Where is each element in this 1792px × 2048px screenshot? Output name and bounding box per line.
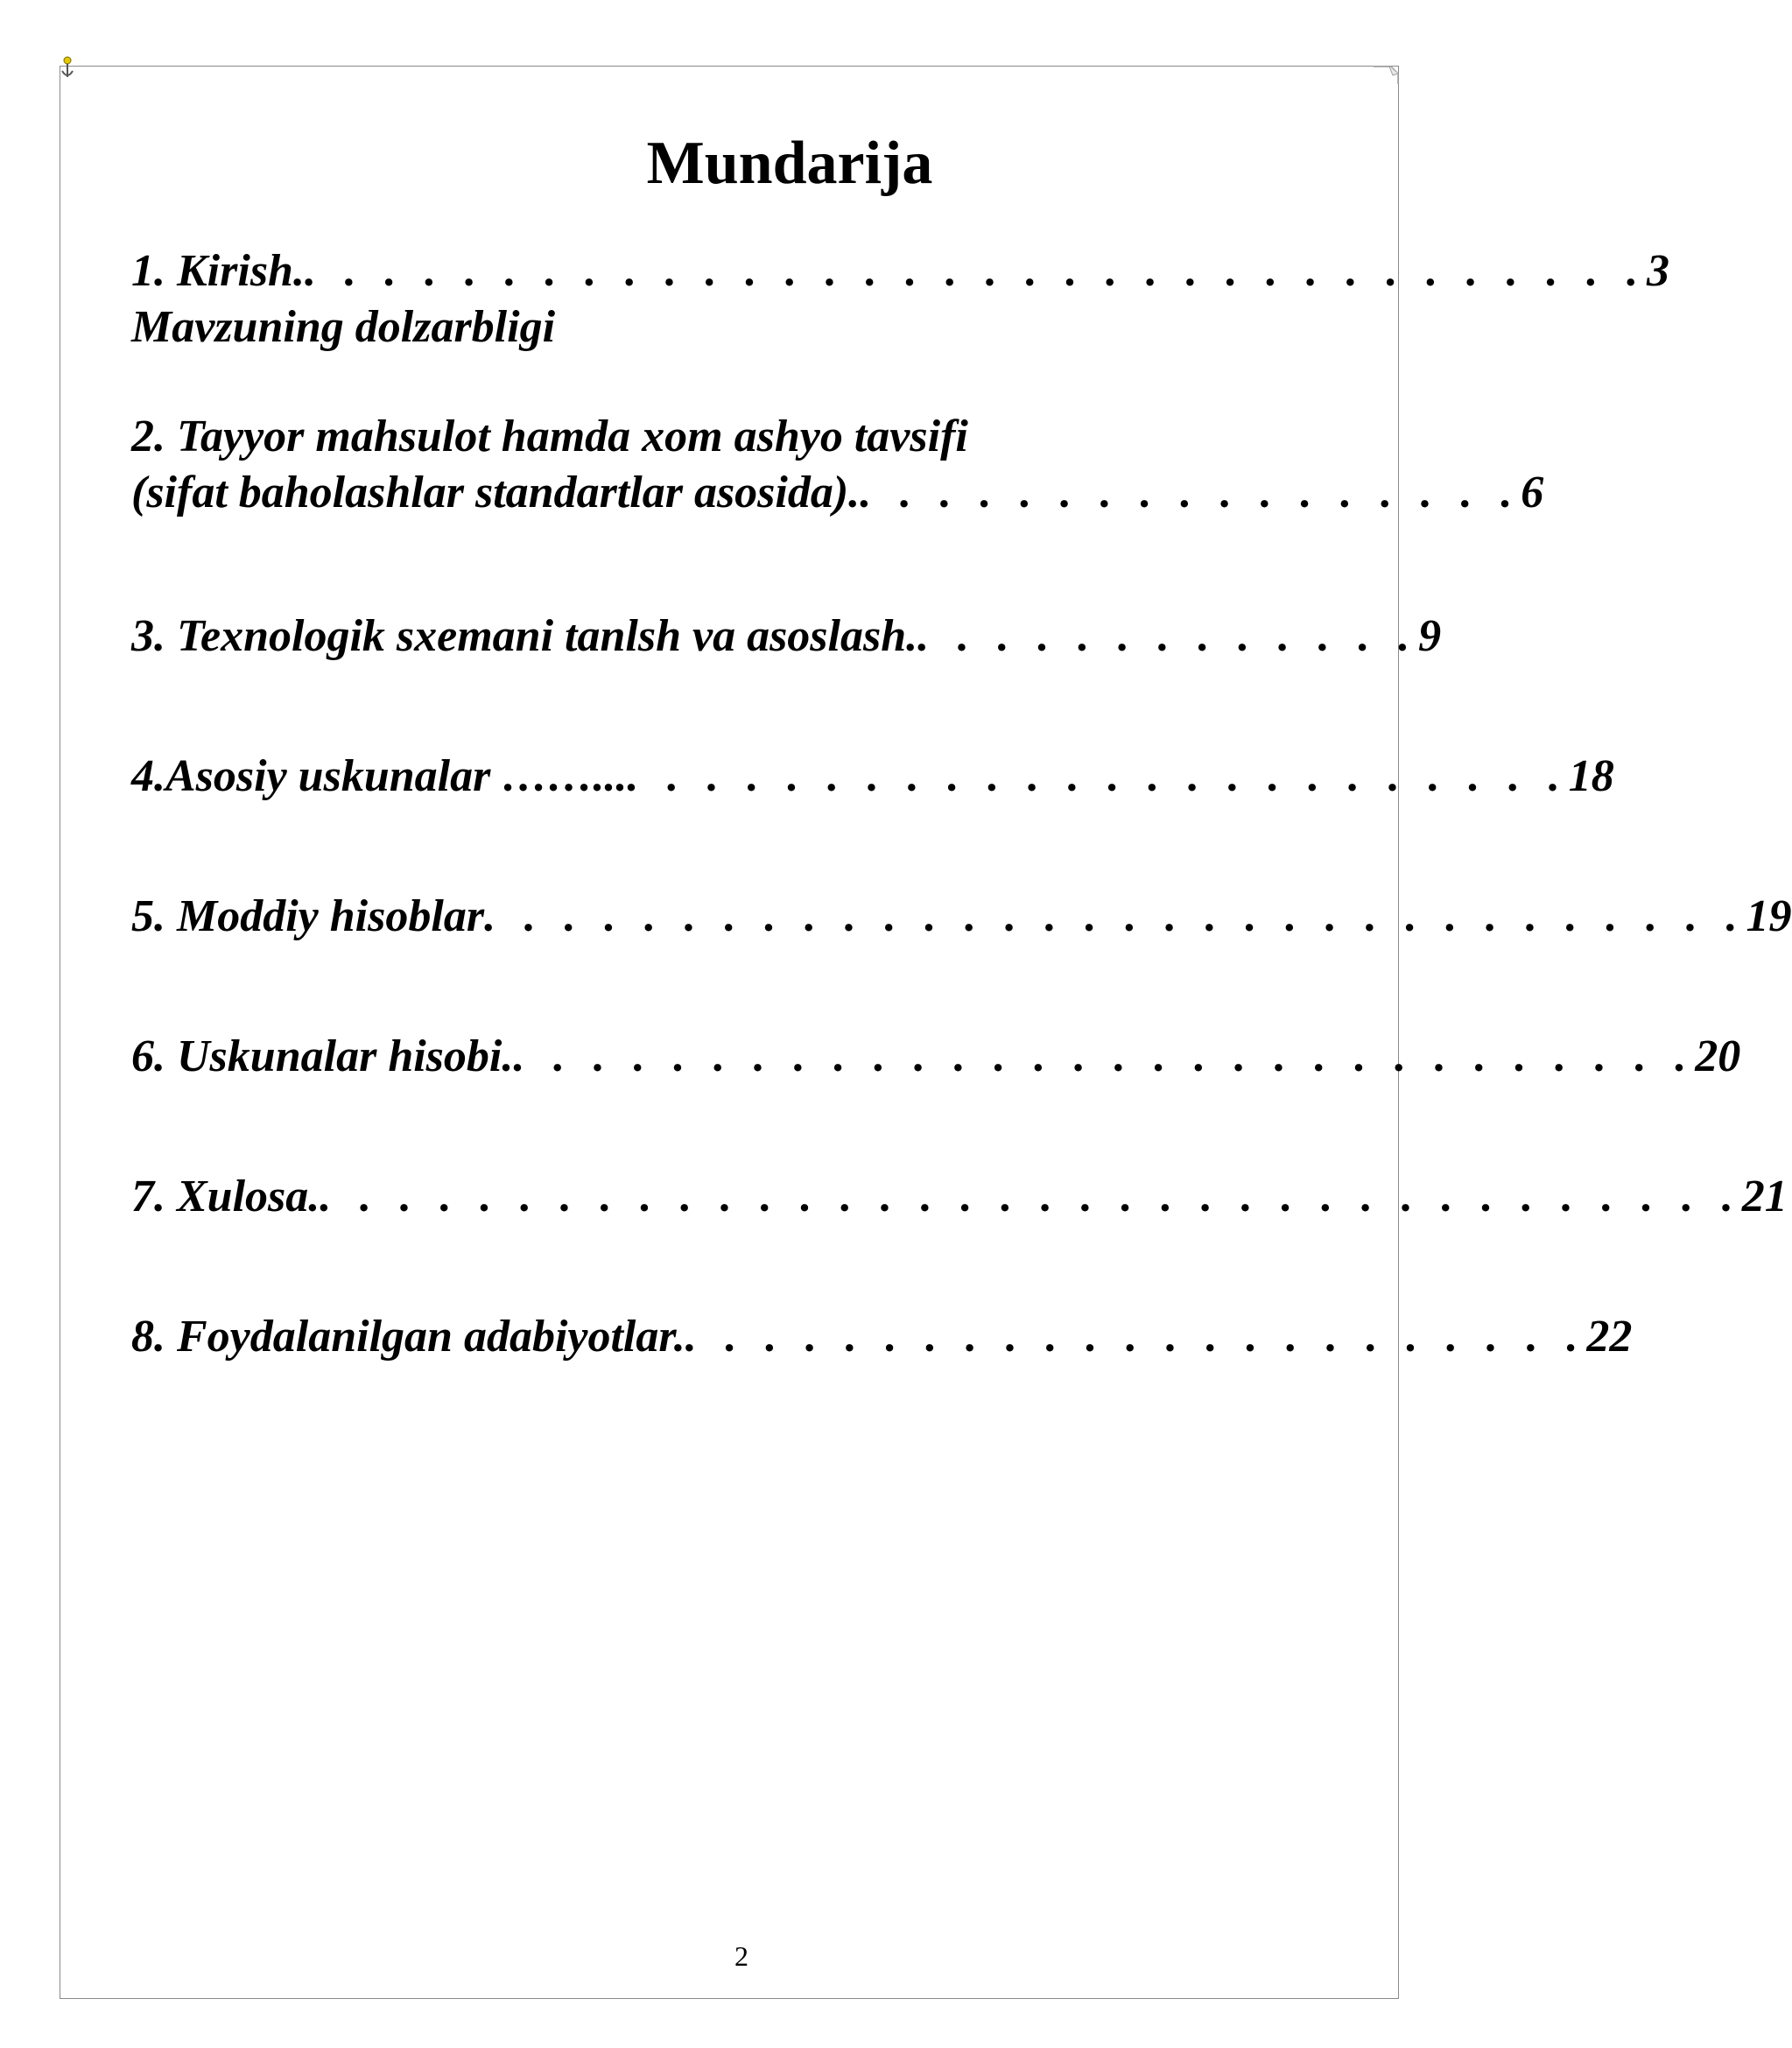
toc-entry-2[interactable]	[131, 409, 1543, 521]
toc-leader-dots: . . . . . . . . . . . . . . . . . . . . . . . . . . . . . . . . . . . .	[320, 1172, 1742, 1221]
toc-page-number: 20	[1695, 1031, 1741, 1081]
toc-entry-text-line1: 2. Tayyor mahsulot hamda xom ashyo tavsifi	[131, 412, 968, 461]
toc-entry-text: (sifat baholashlar standartlar asosida).	[131, 468, 861, 517]
page-number: 2	[734, 1940, 748, 1972]
toc-entry-text: 1. Kirish.	[131, 246, 305, 296]
toc-entry-text: 3. Texnologik sxemani tanlsh va asoslash.	[131, 611, 918, 661]
toc-title: Mundarija	[646, 130, 933, 197]
toc-leader-dots: . . . . . . . . . . . . .	[917, 611, 1419, 661]
toc-entry-5[interactable]	[131, 889, 1792, 945]
toc-entry-subtitle: Mavzuning dolzarbligi	[131, 302, 556, 352]
toc-entry-4[interactable]	[131, 749, 1614, 805]
toc-page-number: 18	[1568, 751, 1614, 801]
toc-leader-dots: . . . . . . . . . . . . . . . . . . . . . . . . . . . . . . . . . .	[304, 246, 1647, 296]
page-corner-fold-icon	[1374, 65, 1400, 86]
toc-entry-text: 5. Moddiy hisoblar	[131, 891, 485, 941]
toc-leader-dots: . . . . . . . . . . . . . . . . .	[860, 468, 1521, 517]
toc-leader-dots: . . . . . . . . . . . . . . . . . . . . . . . . . . . . . . . .	[484, 891, 1746, 941]
toc-page-number: 21	[1741, 1172, 1788, 1221]
toc-page-number: 3	[1646, 246, 1669, 296]
anchor-icon	[60, 56, 75, 81]
toc-entry-3[interactable]	[131, 609, 1441, 665]
toc-entry-1[interactable]	[131, 243, 1669, 355]
toc-entry-text: 8. Foydalanilgan adabiyotlar.	[131, 1312, 685, 1362]
toc-leader-dots: . . . . . . . . . . . . . . . . . . . . . . . . . . . . . .	[513, 1031, 1696, 1081]
toc-page-number: 22	[1586, 1312, 1633, 1362]
toc-leader-dots: . . . . . . . . . . . . . . . . . . . . . . . .	[627, 751, 1569, 801]
toc-entry-8[interactable]	[131, 1309, 1632, 1365]
toc-page-number: 6	[1521, 468, 1544, 517]
toc-entry-text: 7. Xulosa.	[131, 1172, 320, 1221]
toc-page-number: 19	[1746, 891, 1792, 941]
toc-entry-text: 6. Uskunalar hisobi.	[131, 1031, 514, 1081]
toc-entry-text: 4.Asosiy uskunalar ……...	[131, 751, 628, 801]
toc-page-number: 9	[1418, 611, 1442, 661]
toc-entry-7[interactable]	[131, 1169, 1788, 1225]
toc-entry-6[interactable]	[131, 1029, 1740, 1085]
toc-leader-dots: . . . . . . . . . . . . . . . . . . . . . . .	[685, 1312, 1587, 1362]
